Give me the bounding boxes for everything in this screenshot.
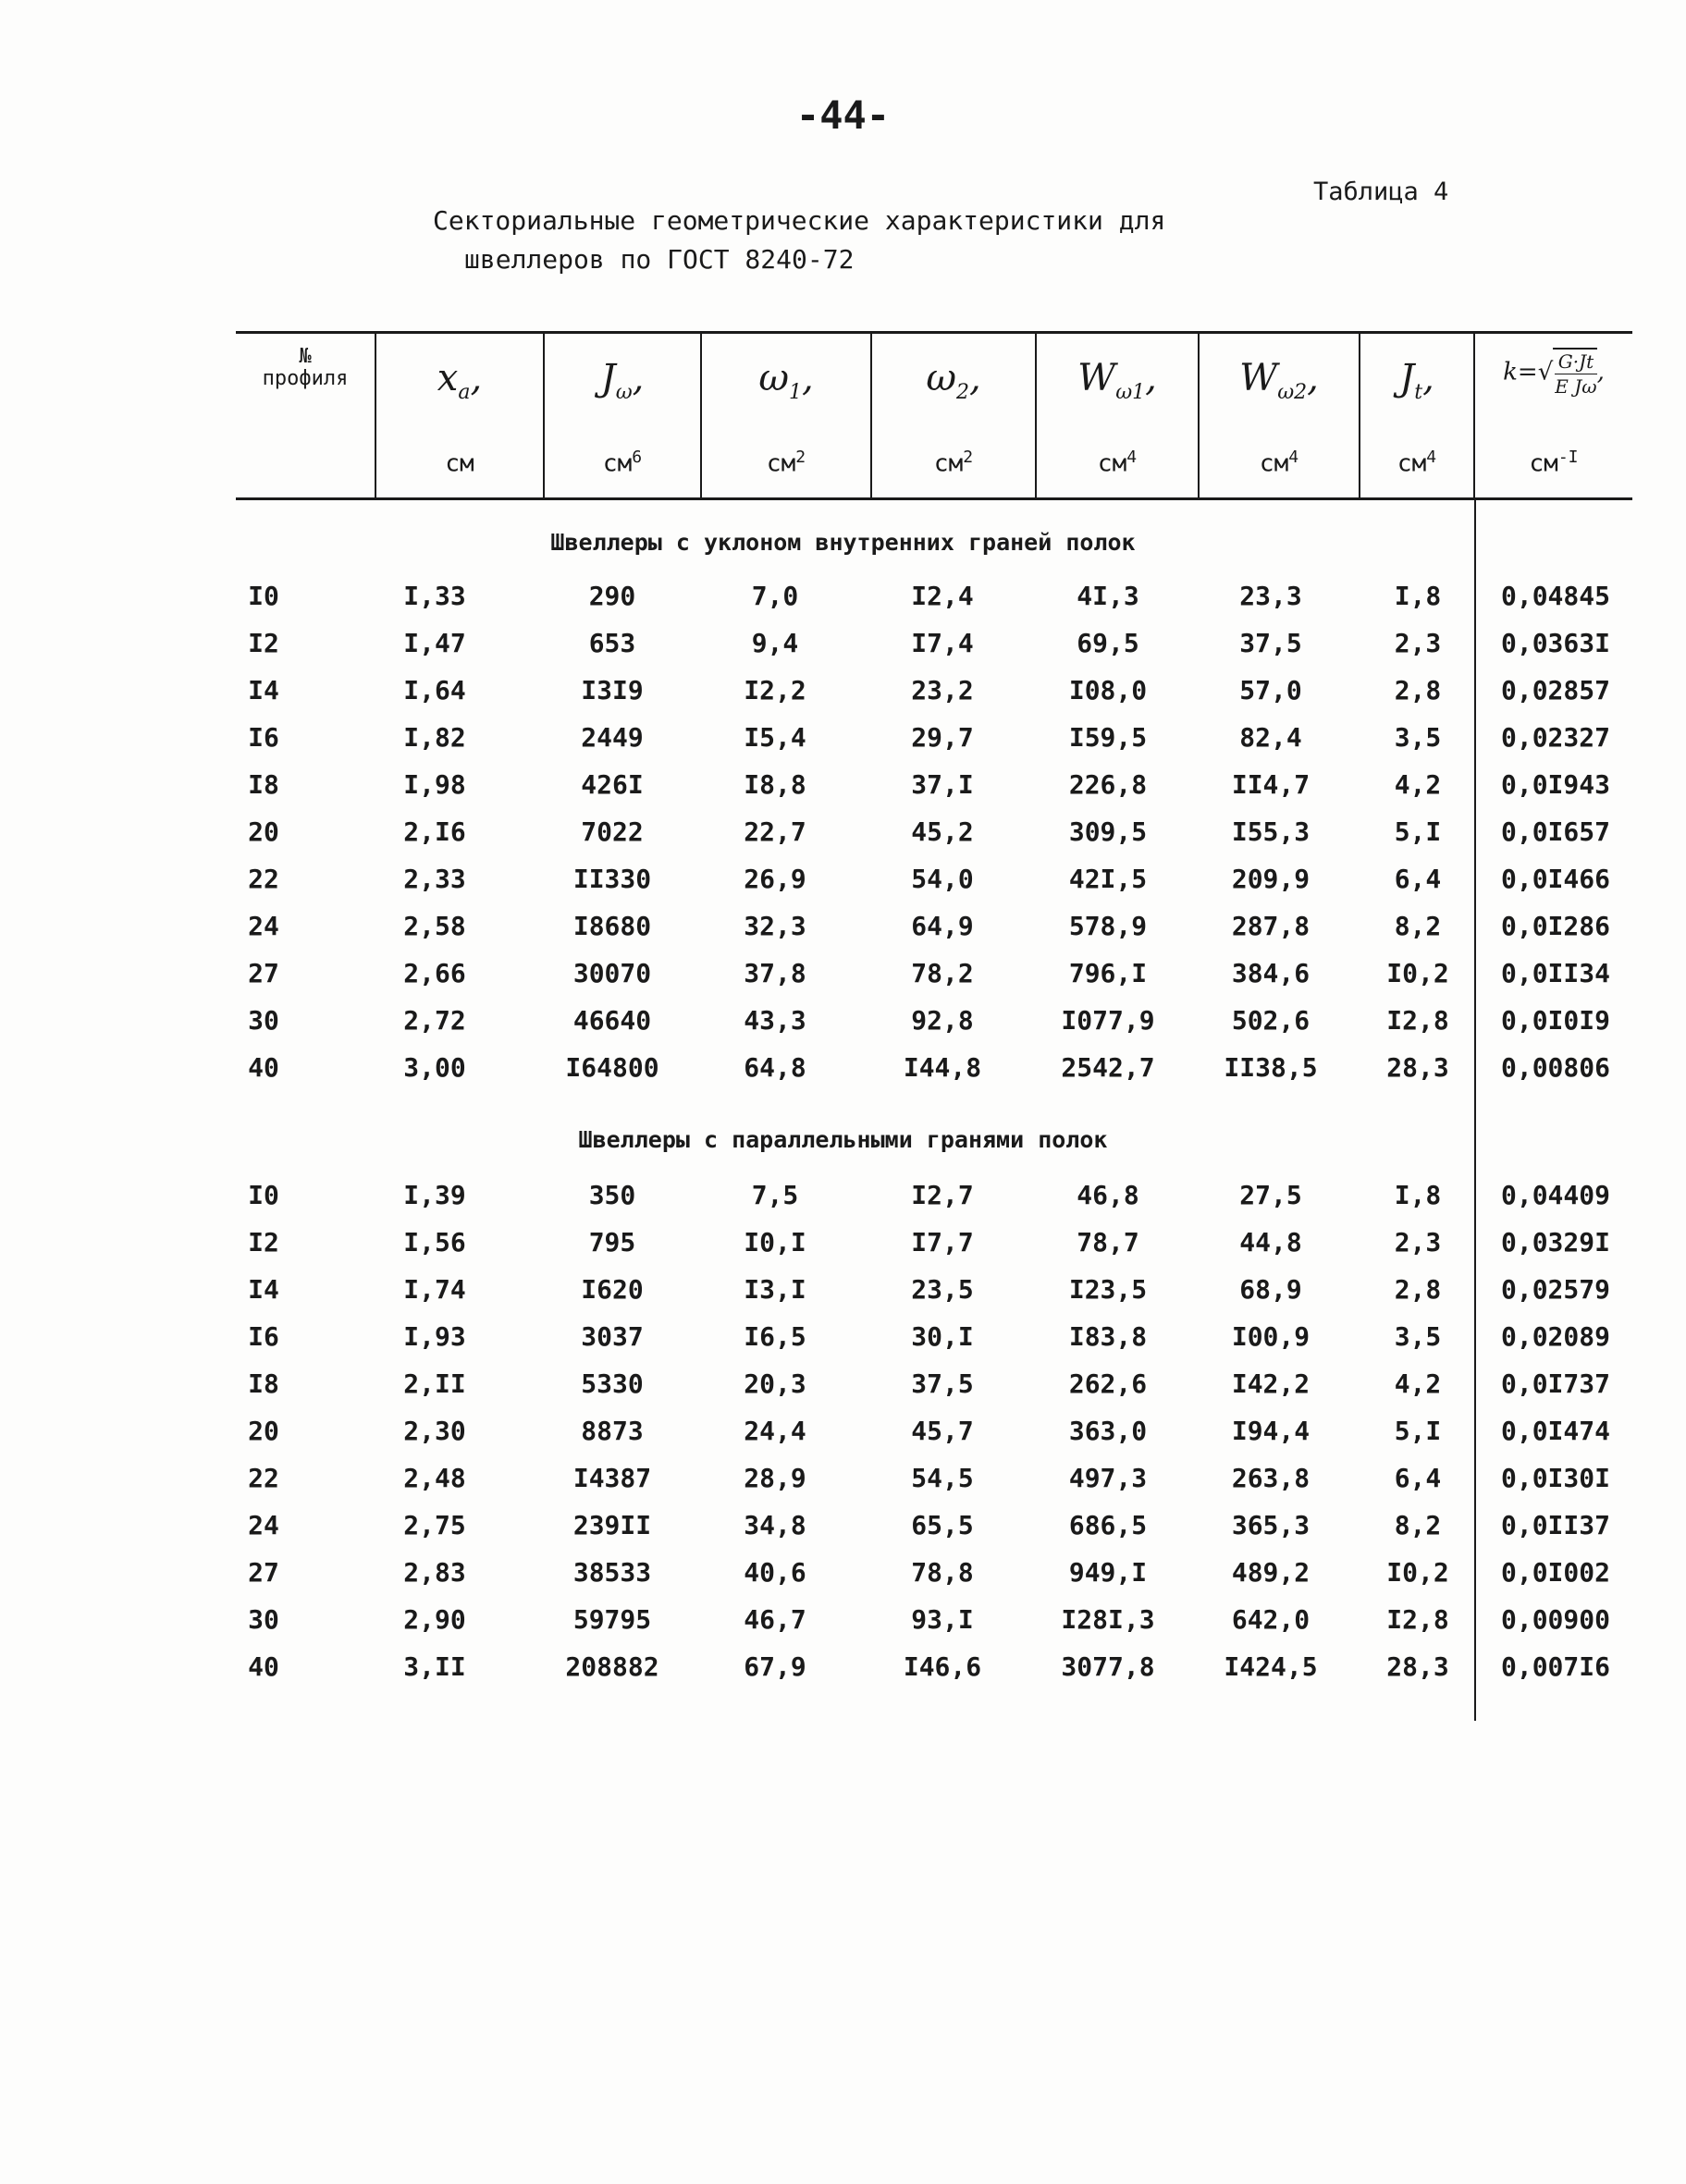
cell-ww1: 78,7 bbox=[1077, 1227, 1139, 1258]
cell-jt: 4,2 bbox=[1394, 769, 1442, 800]
cell-jw: I620 bbox=[581, 1274, 644, 1305]
cell-jw: 3037 bbox=[581, 1321, 644, 1352]
cell-ww2: 642,0 bbox=[1231, 1604, 1311, 1635]
header-w1: $\omega_1$, $см^2$ bbox=[758, 357, 814, 478]
cell-ww2: 384,6 bbox=[1231, 958, 1311, 988]
table-row bbox=[0, 958, 1686, 995]
cell-xa: 2,II bbox=[403, 1368, 466, 1399]
cell-jt: 3,5 bbox=[1394, 722, 1442, 753]
cell-ww2: 44,8 bbox=[1239, 1227, 1302, 1258]
cell-xa: I,33 bbox=[403, 581, 466, 611]
table-row bbox=[0, 1416, 1686, 1453]
cell-k: 0,0I737 bbox=[1500, 1368, 1610, 1399]
cell-jt: I0,2 bbox=[1386, 958, 1449, 988]
cell-jt: I0,2 bbox=[1386, 1557, 1449, 1588]
cell-ww2: 68,9 bbox=[1239, 1274, 1302, 1305]
cell-ww2: 23,3 bbox=[1239, 581, 1302, 611]
cell-w1: 32,3 bbox=[744, 911, 806, 941]
table-row bbox=[0, 1227, 1686, 1264]
cell-xa: I,98 bbox=[403, 769, 466, 800]
cell-jt: 8,2 bbox=[1394, 911, 1442, 941]
cell-ww2: 37,5 bbox=[1239, 628, 1302, 658]
cell-ww1: 42I,5 bbox=[1068, 864, 1148, 894]
cell-w1: 67,9 bbox=[744, 1651, 806, 1682]
cell-ww1: 363,0 bbox=[1068, 1416, 1148, 1446]
cell-ww2: I424,5 bbox=[1224, 1651, 1318, 1682]
cell-profile: I4 bbox=[248, 675, 279, 706]
cell-w1: I8,8 bbox=[744, 769, 806, 800]
cell-xa: I,56 bbox=[403, 1227, 466, 1258]
cell-jw: II330 bbox=[572, 864, 652, 894]
cell-xa: 2,90 bbox=[403, 1604, 466, 1635]
cell-k: 0,0329I bbox=[1500, 1227, 1610, 1258]
cell-profile: 22 bbox=[248, 864, 279, 894]
cell-jt: I,8 bbox=[1394, 1180, 1442, 1210]
cell-jt: 3,5 bbox=[1394, 1321, 1442, 1352]
cell-xa: I,64 bbox=[403, 675, 466, 706]
cell-xa: I,47 bbox=[403, 628, 466, 658]
table-title-line-1: Секториальные геометрические характеристики для bbox=[433, 205, 1166, 236]
cell-ww2: 489,2 bbox=[1231, 1557, 1311, 1588]
cell-jt: 28,3 bbox=[1386, 1052, 1449, 1083]
cell-profile: I4 bbox=[248, 1274, 279, 1305]
table-row bbox=[0, 1604, 1686, 1641]
cell-jt: 6,4 bbox=[1394, 1463, 1442, 1493]
cell-profile: 20 bbox=[248, 1416, 279, 1446]
cell-w1: 34,8 bbox=[744, 1510, 806, 1540]
table-row bbox=[0, 1557, 1686, 1594]
cell-w2: 23,5 bbox=[911, 1274, 974, 1305]
cell-jt: 28,3 bbox=[1386, 1651, 1449, 1682]
cell-k: 0,02857 bbox=[1500, 675, 1610, 706]
cell-jw: 7022 bbox=[581, 816, 644, 847]
cell-w2: I44,8 bbox=[903, 1052, 982, 1083]
cell-ww2: 287,8 bbox=[1231, 911, 1311, 941]
cell-k: 0,0II34 bbox=[1500, 958, 1610, 988]
cell-jw: I4387 bbox=[572, 1463, 652, 1493]
cell-w2: I7,7 bbox=[911, 1227, 974, 1258]
cell-k: 0,007I6 bbox=[1500, 1651, 1610, 1682]
cell-w1: I6,5 bbox=[744, 1321, 806, 1352]
cell-w1: I0,I bbox=[744, 1227, 806, 1258]
cell-k: 0,02089 bbox=[1500, 1321, 1610, 1352]
cell-k: 0,04845 bbox=[1500, 581, 1610, 611]
header-profile-line-2: профиля bbox=[262, 367, 349, 390]
cell-w1: 26,9 bbox=[744, 864, 806, 894]
cell-jw: 350 bbox=[588, 1180, 636, 1210]
table-title bbox=[433, 202, 1165, 279]
cell-k: 0,0I474 bbox=[1500, 1416, 1610, 1446]
cell-w2: I7,4 bbox=[911, 628, 974, 658]
cell-k: 0,00900 bbox=[1500, 1604, 1610, 1635]
cell-xa: 3,II bbox=[403, 1651, 466, 1682]
cell-ww2: 57,0 bbox=[1239, 675, 1302, 706]
cell-profile: 30 bbox=[248, 1005, 279, 1036]
cell-jw: 795 bbox=[588, 1227, 636, 1258]
cell-w2: 37,I bbox=[911, 769, 974, 800]
cell-ww2: 365,3 bbox=[1231, 1510, 1311, 1540]
cell-ww1: 69,5 bbox=[1077, 628, 1139, 658]
cell-xa: 2,30 bbox=[403, 1416, 466, 1446]
cell-ww2: I55,3 bbox=[1231, 816, 1311, 847]
cell-profile: 30 bbox=[248, 1604, 279, 1635]
cell-jt: 8,2 bbox=[1394, 1510, 1442, 1540]
table-row bbox=[0, 769, 1686, 806]
cell-jw: 5330 bbox=[581, 1368, 644, 1399]
cell-ww2: II38,5 bbox=[1224, 1052, 1318, 1083]
cell-w2: 29,7 bbox=[911, 722, 974, 753]
cell-k: 0,0II37 bbox=[1500, 1510, 1610, 1540]
cell-xa: 2,83 bbox=[403, 1557, 466, 1588]
cell-profile: 24 bbox=[248, 911, 279, 941]
cell-profile: 24 bbox=[248, 1510, 279, 1540]
cell-jw: 59795 bbox=[572, 1604, 652, 1635]
cell-jt: 4,2 bbox=[1394, 1368, 1442, 1399]
cell-ww1: 686,5 bbox=[1068, 1510, 1148, 1540]
cell-w1: 43,3 bbox=[744, 1005, 806, 1036]
cell-w2: 93,I bbox=[911, 1604, 974, 1635]
table-label: Таблица 4 bbox=[1313, 178, 1449, 206]
table-row bbox=[0, 1510, 1686, 1547]
cell-k: 0,0I657 bbox=[1500, 816, 1610, 847]
cell-jw: 2449 bbox=[581, 722, 644, 753]
cell-w1: 20,3 bbox=[744, 1368, 806, 1399]
header-ww1: $W_{\omega 1}$, $см^4$ bbox=[1077, 357, 1157, 478]
cell-w2: 23,2 bbox=[911, 675, 974, 706]
cell-profile: I0 bbox=[248, 1180, 279, 1210]
section-title-sloped: Швеллеры с уклоном внутренних граней полок bbox=[550, 529, 1136, 556]
cell-ww2: I42,2 bbox=[1231, 1368, 1311, 1399]
table-row bbox=[0, 911, 1686, 948]
table-row bbox=[0, 1368, 1686, 1405]
cell-jt: I,8 bbox=[1394, 581, 1442, 611]
table-row bbox=[0, 581, 1686, 618]
cell-ww1: 949,I bbox=[1068, 1557, 1148, 1588]
cell-jw: 290 bbox=[588, 581, 636, 611]
cell-profile: I6 bbox=[248, 1321, 279, 1352]
cell-w1: I5,4 bbox=[744, 722, 806, 753]
table-row bbox=[0, 675, 1686, 712]
cell-ww1: 309,5 bbox=[1068, 816, 1148, 847]
cell-jw: 46640 bbox=[572, 1005, 652, 1036]
cell-w1: 9,4 bbox=[751, 628, 799, 658]
cell-profile: 27 bbox=[248, 1557, 279, 1588]
cell-profile: 40 bbox=[248, 1052, 279, 1083]
cell-w1: 24,4 bbox=[744, 1416, 806, 1446]
cell-profile: I6 bbox=[248, 722, 279, 753]
header-ww2: $W_{\omega 2}$, $см^4$ bbox=[1239, 357, 1319, 478]
cell-w2: 64,9 bbox=[911, 911, 974, 941]
cell-w1: 46,7 bbox=[744, 1604, 806, 1635]
cell-w1: I3,I bbox=[744, 1274, 806, 1305]
table-row bbox=[0, 1463, 1686, 1500]
table-header bbox=[236, 331, 1632, 500]
cell-k: 0,04409 bbox=[1500, 1180, 1610, 1210]
table-row bbox=[0, 628, 1686, 665]
cell-jt: 5,I bbox=[1394, 816, 1442, 847]
table-row bbox=[0, 1651, 1686, 1688]
cell-ww1: I23,5 bbox=[1068, 1274, 1148, 1305]
cell-ww1: 578,9 bbox=[1068, 911, 1148, 941]
cell-profile: 22 bbox=[248, 1463, 279, 1493]
cell-profile: I0 bbox=[248, 581, 279, 611]
cell-jt: 2,3 bbox=[1394, 1227, 1442, 1258]
section-title-parallel: Швеллеры с параллельными гранями полок bbox=[578, 1126, 1108, 1153]
cell-profile: I2 bbox=[248, 1227, 279, 1258]
cell-k: 0,0I30I bbox=[1500, 1463, 1610, 1493]
cell-jw: I8680 bbox=[572, 911, 652, 941]
cell-ww1: 497,3 bbox=[1068, 1463, 1148, 1493]
cell-xa: 2,58 bbox=[403, 911, 466, 941]
cell-w2: 37,5 bbox=[911, 1368, 974, 1399]
cell-k: 0,00806 bbox=[1500, 1052, 1610, 1083]
cell-w1: 7,5 bbox=[751, 1180, 799, 1210]
cell-ww2: I94,4 bbox=[1231, 1416, 1311, 1446]
cell-w2: 45,7 bbox=[911, 1416, 974, 1446]
cell-profile: I8 bbox=[248, 1368, 279, 1399]
cell-profile: I8 bbox=[248, 769, 279, 800]
cell-xa: I,74 bbox=[403, 1274, 466, 1305]
cell-ww2: 263,8 bbox=[1231, 1463, 1311, 1493]
cell-w2: 92,8 bbox=[911, 1005, 974, 1036]
cell-ww2: 82,4 bbox=[1239, 722, 1302, 753]
cell-jw: 208882 bbox=[565, 1651, 659, 1682]
cell-w2: 78,8 bbox=[911, 1557, 974, 1588]
cell-jw: 30070 bbox=[572, 958, 652, 988]
cell-w2: 45,2 bbox=[911, 816, 974, 847]
cell-ww1: I83,8 bbox=[1068, 1321, 1148, 1352]
cell-k: 0,0I943 bbox=[1500, 769, 1610, 800]
cell-xa: I,82 bbox=[403, 722, 466, 753]
table-title-line-2: швеллеров по ГОСТ 8240-72 bbox=[464, 244, 855, 275]
cell-jt: 2,8 bbox=[1394, 675, 1442, 706]
cell-w2: I46,6 bbox=[903, 1651, 982, 1682]
header-w2: $\omega_2$, $см^2$ bbox=[926, 357, 981, 478]
header-xa: $x_a$, см bbox=[437, 357, 483, 478]
header-profile bbox=[236, 331, 375, 500]
cell-w2: 78,2 bbox=[911, 958, 974, 988]
cell-xa: I,93 bbox=[403, 1321, 466, 1352]
cell-jw: I3I9 bbox=[581, 675, 644, 706]
cell-profile: I2 bbox=[248, 628, 279, 658]
cell-profile: 40 bbox=[248, 1651, 279, 1682]
cell-k: 0,0I002 bbox=[1500, 1557, 1610, 1588]
cell-ww1: 4I,3 bbox=[1077, 581, 1139, 611]
cell-w1: 7,0 bbox=[751, 581, 799, 611]
table-row bbox=[0, 1180, 1686, 1217]
cell-w2: 54,0 bbox=[911, 864, 974, 894]
cell-ww1: I08,0 bbox=[1068, 675, 1148, 706]
cell-xa: 2,72 bbox=[403, 1005, 466, 1036]
cell-jt: I2,8 bbox=[1386, 1005, 1449, 1036]
cell-w2: I2,4 bbox=[911, 581, 974, 611]
cell-jt: 5,I bbox=[1394, 1416, 1442, 1446]
cell-ww1: 262,6 bbox=[1068, 1368, 1148, 1399]
cell-jt: 2,3 bbox=[1394, 628, 1442, 658]
cell-xa: 2,I6 bbox=[403, 816, 466, 847]
table-row bbox=[0, 864, 1686, 901]
page-number: -44- bbox=[795, 92, 891, 138]
cell-jw: I64800 bbox=[565, 1052, 659, 1083]
cell-jw: 426I bbox=[581, 769, 644, 800]
cell-ww1: 2542,7 bbox=[1061, 1052, 1155, 1083]
cell-xa: 2,75 bbox=[403, 1510, 466, 1540]
cell-ww1: 3077,8 bbox=[1061, 1651, 1155, 1682]
cell-w1: I2,2 bbox=[744, 675, 806, 706]
cell-w2: 54,5 bbox=[911, 1463, 974, 1493]
cell-k: 0,0I286 bbox=[1500, 911, 1610, 941]
cell-ww2: 502,6 bbox=[1231, 1005, 1311, 1036]
cell-xa: I,39 bbox=[403, 1180, 466, 1210]
cell-w1: 28,9 bbox=[744, 1463, 806, 1493]
cell-ww1: I28I,3 bbox=[1061, 1604, 1155, 1635]
header-jw: $J_\omega$, $см^6$ bbox=[600, 357, 645, 478]
cell-jw: 8873 bbox=[581, 1416, 644, 1446]
cell-xa: 2,66 bbox=[403, 958, 466, 988]
header-jt: $J_t$, $см^4$ bbox=[1397, 357, 1437, 478]
cell-k: 0,02327 bbox=[1500, 722, 1610, 753]
cell-jw: 239II bbox=[572, 1510, 652, 1540]
cell-jt: 6,4 bbox=[1394, 864, 1442, 894]
cell-ww1: 226,8 bbox=[1068, 769, 1148, 800]
cell-k: 0,02579 bbox=[1500, 1274, 1610, 1305]
cell-jw: 38533 bbox=[572, 1557, 652, 1588]
cell-w1: 40,6 bbox=[744, 1557, 806, 1588]
table-row bbox=[0, 722, 1686, 759]
cell-jw: 653 bbox=[588, 628, 636, 658]
cell-ww1: 796,I bbox=[1068, 958, 1148, 988]
table-row bbox=[0, 1274, 1686, 1311]
cell-jt: I2,8 bbox=[1386, 1604, 1449, 1635]
table-row bbox=[0, 1321, 1686, 1358]
cell-xa: 2,33 bbox=[403, 864, 466, 894]
cell-xa: 2,48 bbox=[403, 1463, 466, 1493]
cell-ww1: 46,8 bbox=[1077, 1180, 1139, 1210]
table-row bbox=[0, 816, 1686, 853]
cell-w2: 30,I bbox=[911, 1321, 974, 1352]
cell-w2: I2,7 bbox=[911, 1180, 974, 1210]
cell-ww2: I00,9 bbox=[1231, 1321, 1311, 1352]
cell-ww1: I077,9 bbox=[1061, 1005, 1155, 1036]
cell-w1: 64,8 bbox=[744, 1052, 806, 1083]
cell-k: 0,0I466 bbox=[1500, 864, 1610, 894]
cell-ww2: 27,5 bbox=[1239, 1180, 1302, 1210]
cell-k: 0,0I0I9 bbox=[1500, 1005, 1610, 1036]
table-row bbox=[0, 1052, 1686, 1089]
cell-ww2: II4,7 bbox=[1231, 769, 1311, 800]
cell-jt: 2,8 bbox=[1394, 1274, 1442, 1305]
header-k: k=√ $\frac{G\cdot Jt}{\text{E Jω}}$ , $см^{-I}$ bbox=[1475, 331, 1632, 500]
cell-k: 0,0363I bbox=[1500, 628, 1610, 658]
cell-xa: 3,00 bbox=[403, 1052, 466, 1083]
cell-w2: 65,5 bbox=[911, 1510, 974, 1540]
cell-w1: 22,7 bbox=[744, 816, 806, 847]
cell-ww1: I59,5 bbox=[1068, 722, 1148, 753]
cell-profile: 20 bbox=[248, 816, 279, 847]
cell-profile: 27 bbox=[248, 958, 279, 988]
header-profile-line-1: № bbox=[299, 345, 312, 368]
cell-w1: 37,8 bbox=[744, 958, 806, 988]
table-row bbox=[0, 1005, 1686, 1042]
cell-ww2: 209,9 bbox=[1231, 864, 1311, 894]
